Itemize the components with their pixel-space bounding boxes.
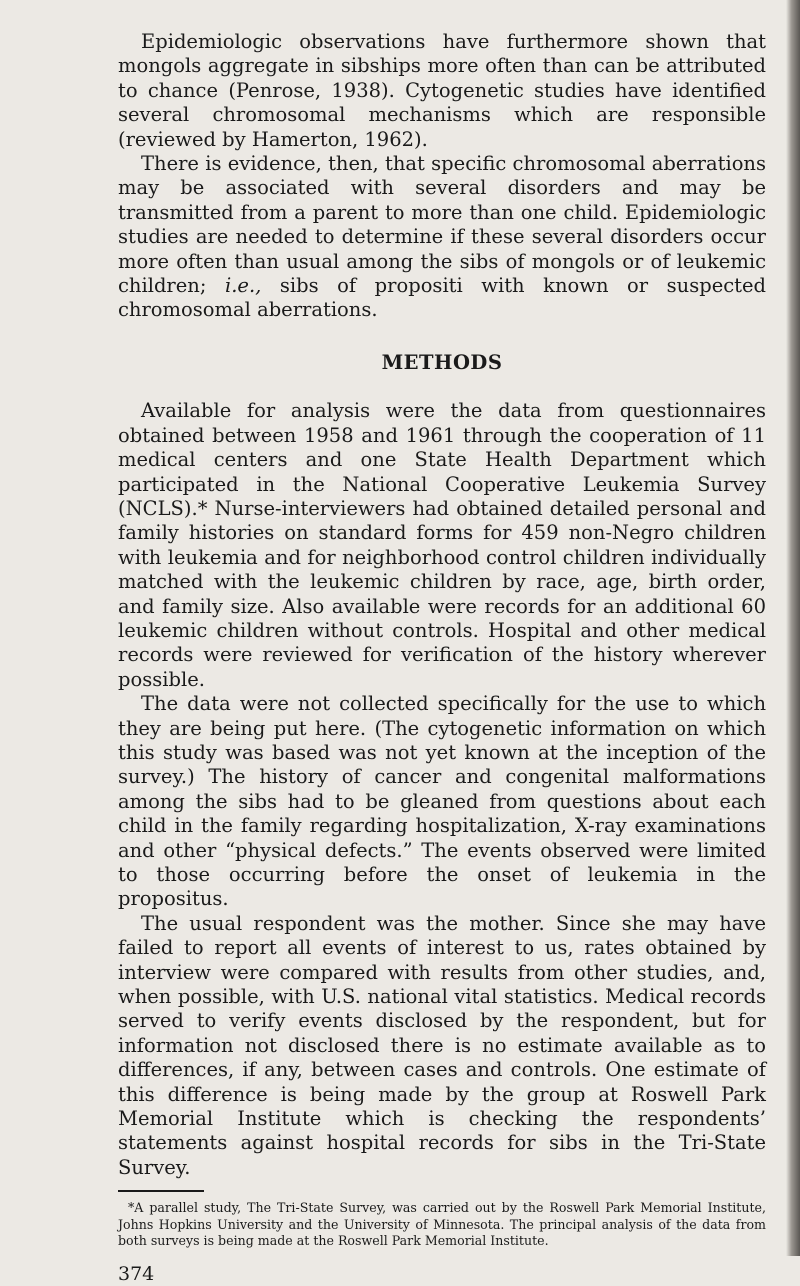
paragraph-chromosomal-evidence-a: There is evidence, then, that specific chromosomal aberrations may be associated with several disorders and may be transmitted from a parent to more than one child. Epidemiologic studies are needed to determine if these several disorders occur more often than usual among the sibs of mongols or of leukemic children;	[118, 152, 766, 298]
body-text	[118, 30, 766, 1286]
paragraph-chromosomal-evidence-b: sibs of propositi with known or suspected chromosomal aberrations.	[118, 274, 767, 322]
paragraph-chromosomal-evidence	[118, 152, 766, 323]
paragraph-data-limitations: The data were not collected specifically for the use to which they are being put here. (The cytogenetic information on which this study was based was not yet known at the inception of the survey.) The history of cancer and congenital malformations among the sibs had to be gleaned from questions about each child in the family regarding hospitalization, X-ray examinations and other “physical defects.” The events observed were limited to those occurring before the onset of leukemia in the propositus.	[118, 692, 766, 911]
paragraph-mongol-aggregation: Epidemiologic observations have furthermore shown that mongols aggregate in sibships more often than can be attributed to chance (Penrose, 1938). Cytogenetic studies have identified several chromosomal mechanisms which are responsible (reviewed by Hamerton, 1962).	[118, 30, 766, 151]
page-edge-shadow	[786, 0, 800, 1256]
paragraph-data-sources: Available for analysis were the data from questionnaires obtained between 1958 and 1961 through the cooperation of 11 medical centers and one State Health Department which participated in the National Cooperative Leukemia Survey (NCLS).* Nurse-interviewers had obtained detailed personal and family histories on standard forms for 459 non-Negro children with leukemia and for neighborhood control children individually matched with the leukemic children by race, age, birth order, and family size. Also available were records for an additional 60 leukemic children without controls. Hospital and other medical records were reviewed for verification of the history wherever possible.	[118, 399, 766, 691]
footnote: *A parallel study, The Tri-State Survey, was carried out by the Roswell Park Memorial Institute, Johns Hopkins University and the University of Minnesota. The principal analysis of the data from both surveys is being made at the Roswell Park Memorial Institute.	[118, 1200, 766, 1249]
abbreviation-ie: i.e.,	[224, 274, 262, 298]
footnote-divider	[118, 1190, 204, 1192]
paragraph-respondent: The usual respondent was the mother. Since she may have failed to report all events of interest to us, rates obtained by interview were compared with results from other studies, and, when possible, with U.S. national vital statistics. Medical records served to verify events disclosed by the respondent, but for information not disclosed there is no estimate available as to differences, if any, between cases and controls. One estimate of this difference is being made by the group at Roswell Park Memorial Institute which is checking the respondents’ statements against hospital records for sibs in the Tri-State Survey.	[118, 911, 766, 1179]
page-number: 374	[118, 1262, 155, 1285]
section-heading-methods: METHODS	[381, 350, 503, 374]
